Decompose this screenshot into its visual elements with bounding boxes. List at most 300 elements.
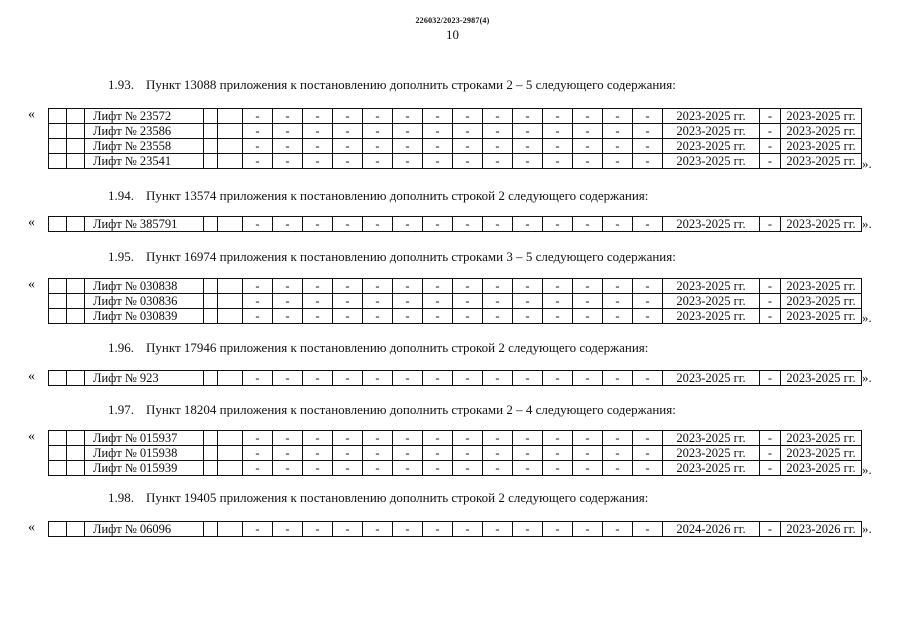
cell-empty: [218, 217, 243, 232]
work-period-secondary: 2023-2025 гг.: [781, 461, 862, 476]
dash-cell: -: [423, 124, 453, 139]
dash-cell: -: [453, 217, 483, 232]
dash-cell: -: [393, 154, 423, 169]
dash-cell: -: [633, 371, 663, 386]
section-heading: [108, 249, 676, 265]
dash-cell: -: [760, 124, 781, 139]
dash-cell: -: [243, 309, 273, 324]
dash-cell: -: [483, 446, 513, 461]
dash-cell: -: [363, 461, 393, 476]
dash-cell: -: [363, 154, 393, 169]
dash-cell: -: [333, 124, 363, 139]
dash-cell: -: [273, 109, 303, 124]
dash-cell: -: [303, 431, 333, 446]
section-heading: [108, 402, 676, 418]
dash-cell: -: [543, 217, 573, 232]
dash-cell: -: [303, 309, 333, 324]
cell-empty: [204, 446, 218, 461]
dash-cell: -: [393, 522, 423, 537]
opening-quote: «: [28, 369, 35, 384]
cell-empty: [204, 371, 218, 386]
dash-cell: -: [543, 446, 573, 461]
dash-cell: -: [423, 446, 453, 461]
dash-cell: -: [603, 461, 633, 476]
cell-empty: [67, 124, 85, 139]
dash-cell: -: [573, 371, 603, 386]
closing-quote: ».: [862, 462, 872, 477]
dash-cell: -: [393, 309, 423, 324]
dash-cell: -: [423, 294, 453, 309]
dash-cell: -: [483, 217, 513, 232]
lift-table: [48, 370, 862, 386]
dash-cell: -: [333, 279, 363, 294]
dash-cell: -: [393, 124, 423, 139]
dash-cell: -: [423, 217, 453, 232]
dash-cell: -: [483, 124, 513, 139]
dash-cell: -: [573, 294, 603, 309]
dash-cell: -: [573, 431, 603, 446]
dash-cell: -: [573, 309, 603, 324]
dash-cell: -: [453, 309, 483, 324]
dash-cell: -: [603, 431, 633, 446]
dash-cell: -: [633, 522, 663, 537]
dash-cell: -: [273, 461, 303, 476]
dash-cell: -: [393, 217, 423, 232]
cell-empty: [67, 461, 85, 476]
dash-cell: -: [453, 139, 483, 154]
dash-cell: -: [483, 522, 513, 537]
dash-cell: -: [760, 279, 781, 294]
cell-empty: [218, 139, 243, 154]
dash-cell: -: [333, 109, 363, 124]
dash-cell: -: [633, 446, 663, 461]
dash-cell: -: [603, 522, 633, 537]
opening-quote: «: [28, 215, 35, 230]
dash-cell: -: [760, 371, 781, 386]
table-row: [49, 309, 862, 324]
dash-cell: -: [363, 309, 393, 324]
dash-cell: -: [573, 124, 603, 139]
dash-cell: -: [303, 461, 333, 476]
cell-empty: [67, 139, 85, 154]
lift-name: Лифт № 23541: [85, 154, 204, 169]
dash-cell: -: [453, 522, 483, 537]
dash-cell: -: [573, 217, 603, 232]
dash-cell: -: [273, 139, 303, 154]
dash-cell: -: [423, 461, 453, 476]
dash-cell: -: [243, 109, 273, 124]
dash-cell: -: [760, 522, 781, 537]
cell-empty: [204, 124, 218, 139]
work-period-secondary: 2023-2025 гг.: [781, 124, 862, 139]
dash-cell: -: [393, 139, 423, 154]
dash-cell: -: [513, 124, 543, 139]
work-period: 2023-2025 гг.: [663, 139, 760, 154]
table-row: [49, 446, 862, 461]
cell-empty: [67, 431, 85, 446]
work-period-secondary: 2023-2025 гг.: [781, 371, 862, 386]
dash-cell: -: [303, 139, 333, 154]
dash-cell: -: [633, 124, 663, 139]
cell-empty: [49, 217, 67, 232]
work-period-secondary: 2023-2025 гг.: [781, 109, 862, 124]
dash-cell: -: [243, 279, 273, 294]
cell-empty: [204, 309, 218, 324]
dash-cell: -: [273, 522, 303, 537]
dash-cell: -: [513, 139, 543, 154]
dash-cell: -: [633, 109, 663, 124]
cell-empty: [49, 446, 67, 461]
dash-cell: -: [363, 294, 393, 309]
dash-cell: -: [513, 522, 543, 537]
dash-cell: -: [603, 294, 633, 309]
dash-cell: -: [543, 124, 573, 139]
cell-empty: [204, 279, 218, 294]
cell-empty: [204, 461, 218, 476]
lift-name: Лифт № 015938: [85, 446, 204, 461]
dash-cell: -: [393, 294, 423, 309]
work-period: 2023-2025 гг.: [663, 309, 760, 324]
dash-cell: -: [603, 217, 633, 232]
dash-cell: -: [363, 522, 393, 537]
dash-cell: -: [273, 309, 303, 324]
table-row: [49, 522, 862, 537]
dash-cell: -: [243, 154, 273, 169]
cell-empty: [218, 309, 243, 324]
dash-cell: -: [760, 217, 781, 232]
dash-cell: -: [483, 371, 513, 386]
lift-name: Лифт № 030836: [85, 294, 204, 309]
work-period-secondary: 2023-2025 гг.: [781, 139, 862, 154]
work-period: 2023-2025 гг.: [663, 217, 760, 232]
dash-cell: -: [303, 124, 333, 139]
lift-name: Лифт № 23586: [85, 124, 204, 139]
dash-cell: -: [633, 309, 663, 324]
closing-quote: ».: [862, 216, 872, 231]
dash-cell: -: [363, 139, 393, 154]
dash-cell: -: [483, 309, 513, 324]
dash-cell: -: [303, 217, 333, 232]
dash-cell: -: [423, 309, 453, 324]
table-row: [49, 109, 862, 124]
cell-empty: [67, 154, 85, 169]
dash-cell: -: [393, 461, 423, 476]
dash-cell: -: [543, 154, 573, 169]
dash-cell: -: [453, 431, 483, 446]
dash-cell: -: [543, 279, 573, 294]
dash-cell: -: [543, 522, 573, 537]
dash-cell: -: [423, 139, 453, 154]
dash-cell: -: [483, 139, 513, 154]
cell-empty: [49, 294, 67, 309]
section-number: 1.97.: [108, 402, 134, 417]
dash-cell: -: [333, 461, 363, 476]
dash-cell: -: [363, 446, 393, 461]
dash-cell: -: [453, 294, 483, 309]
dash-cell: -: [513, 154, 543, 169]
dash-cell: -: [543, 431, 573, 446]
section-heading: [108, 340, 648, 356]
dash-cell: -: [303, 279, 333, 294]
work-period: 2023-2025 гг.: [663, 461, 760, 476]
cell-empty: [49, 309, 67, 324]
lift-table: [48, 216, 862, 232]
cell-empty: [67, 109, 85, 124]
dash-cell: -: [423, 279, 453, 294]
dash-cell: -: [513, 109, 543, 124]
cell-empty: [218, 371, 243, 386]
dash-cell: -: [760, 309, 781, 324]
cell-empty: [218, 431, 243, 446]
cell-empty: [49, 139, 67, 154]
dash-cell: -: [453, 109, 483, 124]
dash-cell: -: [513, 446, 543, 461]
dash-cell: -: [333, 431, 363, 446]
dash-cell: -: [453, 461, 483, 476]
dash-cell: -: [633, 154, 663, 169]
section-text: Пункт 17946 приложения к постановлению дополнить строкой 2 следующего содержания:: [146, 340, 649, 355]
work-period: 2023-2025 гг.: [663, 124, 760, 139]
dash-cell: -: [273, 279, 303, 294]
dash-cell: -: [573, 522, 603, 537]
dash-cell: -: [513, 431, 543, 446]
work-period-secondary: 2023-2025 гг.: [781, 309, 862, 324]
cell-empty: [49, 124, 67, 139]
dash-cell: -: [273, 431, 303, 446]
dash-cell: -: [243, 139, 273, 154]
section-number: 1.95.: [108, 249, 134, 264]
dash-cell: -: [543, 371, 573, 386]
dash-cell: -: [760, 446, 781, 461]
cell-empty: [204, 294, 218, 309]
work-period-secondary: 2023-2025 гг.: [781, 279, 862, 294]
dash-cell: -: [363, 279, 393, 294]
dash-cell: -: [633, 461, 663, 476]
opening-quote: «: [28, 277, 35, 292]
dash-cell: -: [543, 461, 573, 476]
section-number: 1.93.: [108, 77, 134, 92]
dash-cell: -: [303, 371, 333, 386]
dash-cell: -: [453, 279, 483, 294]
dash-cell: -: [543, 109, 573, 124]
dash-cell: -: [483, 109, 513, 124]
dash-cell: -: [513, 217, 543, 232]
cell-empty: [218, 279, 243, 294]
dash-cell: -: [513, 461, 543, 476]
dash-cell: -: [573, 154, 603, 169]
cell-empty: [67, 279, 85, 294]
table-row: [49, 139, 862, 154]
dash-cell: -: [303, 109, 333, 124]
cell-empty: [49, 371, 67, 386]
cell-empty: [49, 431, 67, 446]
document-stamp: 226032/2023-2987(4): [415, 16, 490, 25]
dash-cell: -: [243, 124, 273, 139]
opening-quote: «: [28, 520, 35, 535]
dash-cell: -: [393, 279, 423, 294]
work-period: 2024-2026 гг.: [663, 522, 760, 537]
dash-cell: -: [333, 139, 363, 154]
dash-cell: -: [423, 154, 453, 169]
work-period-secondary: 2023-2025 гг.: [781, 446, 862, 461]
dash-cell: -: [333, 371, 363, 386]
lift-table: [48, 108, 862, 169]
dash-cell: -: [423, 371, 453, 386]
dash-cell: -: [363, 124, 393, 139]
dash-cell: -: [483, 461, 513, 476]
cell-empty: [204, 109, 218, 124]
cell-empty: [218, 522, 243, 537]
dash-cell: -: [243, 294, 273, 309]
dash-cell: -: [363, 431, 393, 446]
work-period-secondary: 2023-2025 гг.: [781, 431, 862, 446]
dash-cell: -: [633, 294, 663, 309]
dash-cell: -: [393, 431, 423, 446]
dash-cell: -: [273, 154, 303, 169]
table-row: [49, 279, 862, 294]
dash-cell: -: [603, 139, 633, 154]
dash-cell: -: [333, 294, 363, 309]
work-period: 2023-2025 гг.: [663, 109, 760, 124]
section-number: 1.98.: [108, 490, 134, 505]
work-period: 2023-2025 гг.: [663, 294, 760, 309]
cell-empty: [218, 294, 243, 309]
dash-cell: -: [243, 371, 273, 386]
closing-quote: ».: [862, 310, 872, 325]
section-number: 1.94.: [108, 188, 134, 203]
cell-empty: [218, 154, 243, 169]
work-period: 2023-2025 гг.: [663, 154, 760, 169]
dash-cell: -: [573, 109, 603, 124]
lift-name: Лифт № 923: [85, 371, 204, 386]
lift-name: Лифт № 030839: [85, 309, 204, 324]
section-text: Пункт 13574 приложения к постановлению дополнить строкой 2 следующего содержания:: [146, 188, 649, 203]
dash-cell: -: [453, 446, 483, 461]
work-period: 2023-2025 гг.: [663, 446, 760, 461]
cell-empty: [67, 294, 85, 309]
dash-cell: -: [423, 431, 453, 446]
section-heading: [108, 490, 648, 506]
dash-cell: -: [543, 309, 573, 324]
cell-empty: [204, 139, 218, 154]
dash-cell: -: [760, 294, 781, 309]
dash-cell: -: [543, 294, 573, 309]
cell-empty: [49, 279, 67, 294]
dash-cell: -: [333, 217, 363, 232]
cell-empty: [204, 217, 218, 232]
work-period: 2023-2025 гг.: [663, 279, 760, 294]
dash-cell: -: [633, 217, 663, 232]
dash-cell: -: [273, 217, 303, 232]
cell-empty: [49, 461, 67, 476]
closing-quote: ».: [862, 156, 872, 171]
dash-cell: -: [243, 461, 273, 476]
lift-table: [48, 278, 862, 324]
cell-empty: [218, 461, 243, 476]
lift-name: Лифт № 23572: [85, 109, 204, 124]
work-period-secondary: 2023-2026 гг.: [781, 522, 862, 537]
page-number: 10: [446, 27, 459, 42]
dash-cell: -: [393, 371, 423, 386]
section-heading: [108, 188, 648, 204]
dash-cell: -: [603, 371, 633, 386]
work-period: 2023-2025 гг.: [663, 371, 760, 386]
dash-cell: -: [513, 309, 543, 324]
dash-cell: -: [573, 446, 603, 461]
lift-name: Лифт № 015937: [85, 431, 204, 446]
dash-cell: -: [363, 371, 393, 386]
dash-cell: -: [243, 217, 273, 232]
dash-cell: -: [453, 154, 483, 169]
section-number: 1.96.: [108, 340, 134, 355]
dash-cell: -: [603, 154, 633, 169]
cell-empty: [67, 446, 85, 461]
opening-quote: «: [28, 107, 35, 122]
dash-cell: -: [573, 139, 603, 154]
dash-cell: -: [603, 309, 633, 324]
dash-cell: -: [483, 431, 513, 446]
dash-cell: -: [513, 371, 543, 386]
dash-cell: -: [633, 279, 663, 294]
dash-cell: -: [363, 217, 393, 232]
dash-cell: -: [333, 522, 363, 537]
dash-cell: -: [573, 461, 603, 476]
work-period: 2023-2025 гг.: [663, 431, 760, 446]
dash-cell: -: [273, 371, 303, 386]
opening-quote: «: [28, 429, 35, 444]
dash-cell: -: [423, 109, 453, 124]
dash-cell: -: [303, 154, 333, 169]
table-row: [49, 154, 862, 169]
dash-cell: -: [633, 431, 663, 446]
table-row: [49, 294, 862, 309]
cell-empty: [218, 124, 243, 139]
work-period-secondary: 2023-2025 гг.: [781, 294, 862, 309]
dash-cell: -: [243, 431, 273, 446]
table-row: [49, 217, 862, 232]
section-text: Пункт 16974 приложения к постановлению дополнить строками 3 – 5 следующего содержания:: [146, 249, 676, 264]
dash-cell: -: [543, 139, 573, 154]
dash-cell: -: [453, 124, 483, 139]
dash-cell: -: [393, 109, 423, 124]
lift-name: Лифт № 385791: [85, 217, 204, 232]
lift-name: Лифт № 23558: [85, 139, 204, 154]
dash-cell: -: [603, 124, 633, 139]
cell-empty: [67, 217, 85, 232]
dash-cell: -: [453, 371, 483, 386]
cell-empty: [67, 522, 85, 537]
cell-empty: [67, 309, 85, 324]
cell-empty: [49, 522, 67, 537]
dash-cell: -: [513, 279, 543, 294]
dash-cell: -: [243, 446, 273, 461]
dash-cell: -: [273, 294, 303, 309]
dash-cell: -: [573, 279, 603, 294]
work-period-secondary: 2023-2025 гг.: [781, 217, 862, 232]
cell-empty: [67, 371, 85, 386]
cell-empty: [204, 154, 218, 169]
dash-cell: -: [423, 522, 453, 537]
dash-cell: -: [760, 154, 781, 169]
lift-name: Лифт № 030838: [85, 279, 204, 294]
dash-cell: -: [603, 446, 633, 461]
cell-empty: [218, 446, 243, 461]
closing-quote: ».: [862, 521, 872, 536]
table-row: [49, 124, 862, 139]
lift-table: [48, 521, 862, 537]
dash-cell: -: [760, 461, 781, 476]
lift-table: [48, 430, 862, 476]
